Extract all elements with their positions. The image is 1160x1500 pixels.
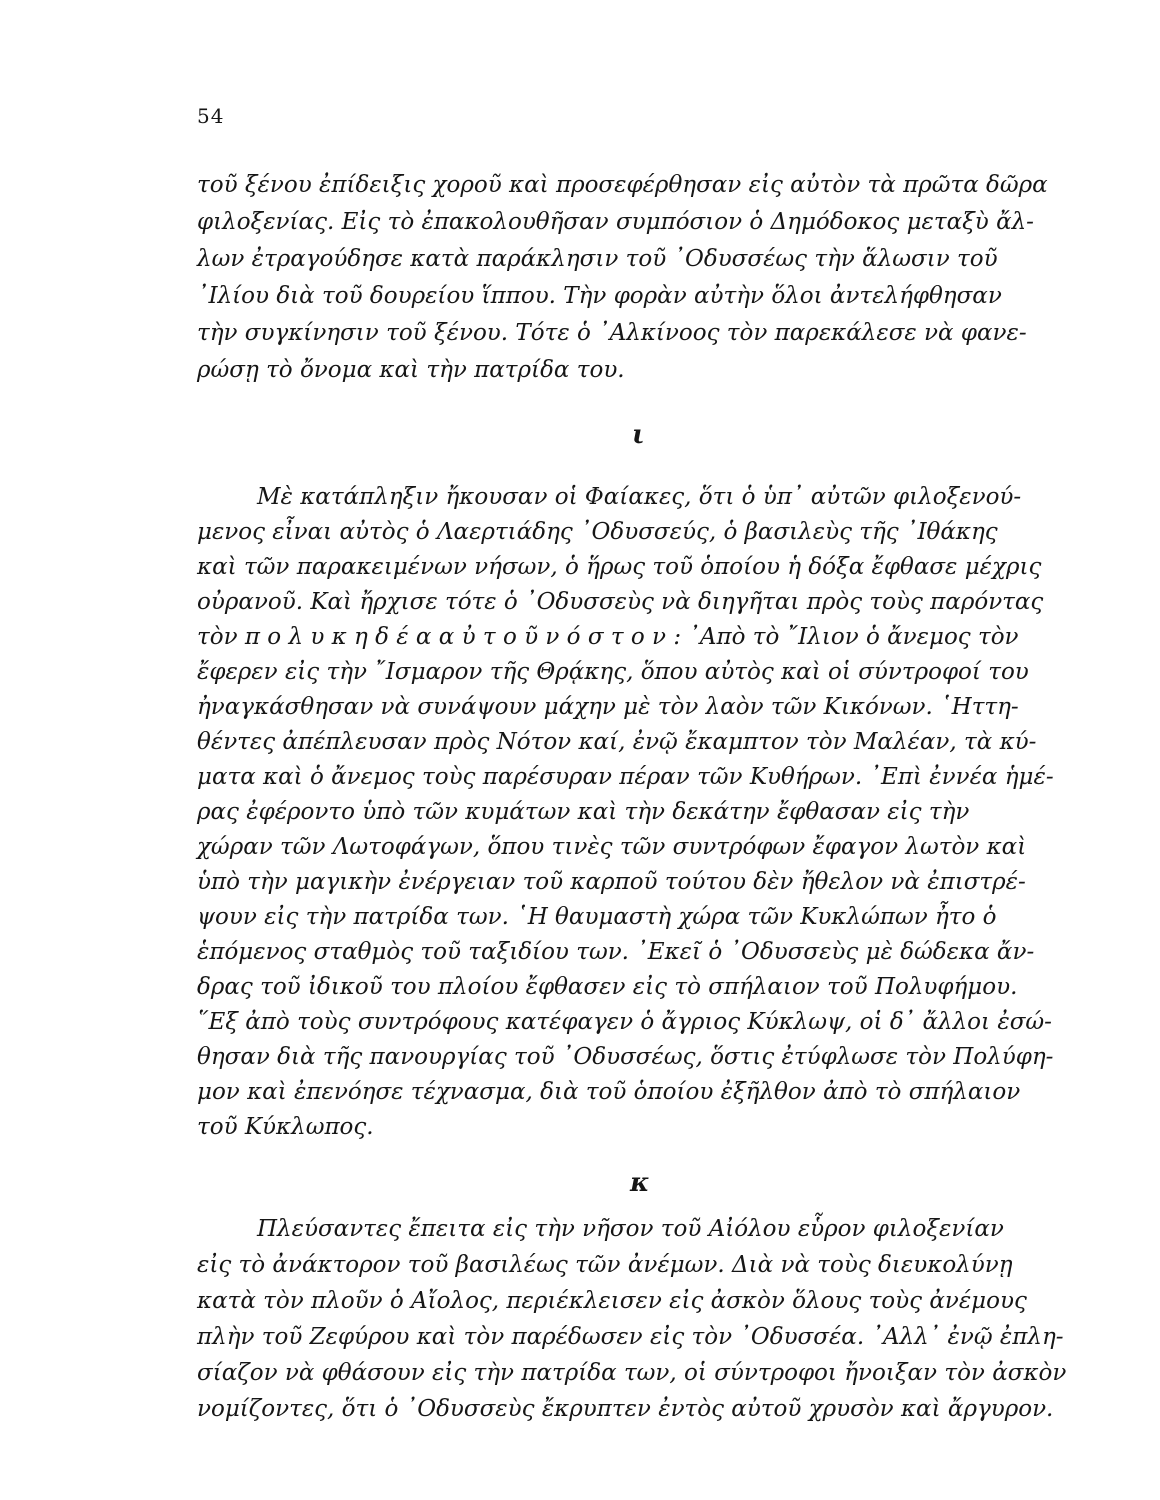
text-line: σίαζον νὰ φθάσουν εἰς τὴν πατρίδα των, οἱ σύντροφοι ἤνοιξαν τὸν ἀσκὸν	[197, 1360, 1067, 1386]
text-line: ρώσῃ τὸ ὄνομα καὶ τὴν πατρίδα του.	[197, 357, 625, 383]
text-line: λων ἐτραγούδησε κατὰ παράκλησιν τοῦ ᾿Οδυσσέως τὴν ἅλωσιν τοῦ	[197, 246, 998, 272]
text-line: νομίζοντες, ὅτι ὁ ᾿Οδυσσεὺς ἔκρυπτεν ἐντὸς αὐτοῦ χρυσὸν καὶ ἄργυρον.	[197, 1396, 1054, 1422]
page-number: 54	[197, 104, 225, 128]
section-heading-iota: ι	[632, 420, 645, 450]
text-line: χώραν τῶν Λωτοφάγων, ὅπου τινὲς τῶν συντρόφων ἔφαγον λωτὸν καὶ	[197, 834, 1027, 860]
text-line: ματα καὶ ὁ ἄνεμος τοὺς παρέσυραν πέραν τῶν Κυθήρων. ᾿Επὶ ἐννέα ἡμέ-	[197, 764, 1054, 790]
text-line: οὐρανοῦ. Καὶ ἤρχισε τότε ὁ ᾿Οδυσσεὺς νὰ διηγῆται πρὸς τοὺς παρόντας	[197, 589, 1044, 615]
text-line: καὶ τῶν παρακειμένων νήσων, ὁ ἥρως τοῦ ὁποίου ἡ δόξα ἔφθασε μέχρις	[197, 554, 1042, 580]
text-line: ρας ἐφέροντο ὑπὸ τῶν κυμάτων καὶ τὴν δεκάτην ἔφθασαν εἰς τὴν	[197, 799, 970, 825]
text-line: ῞Εξ ἀπὸ τοὺς συντρόφους κατέφαγεν ὁ ἄγριος Κύκλωψ, οἱ δ᾿ ἄλλοι ἐσώ-	[197, 1009, 1052, 1035]
text-line: ἠναγκάσθησαν νὰ συνάψουν μάχην μὲ τὸν λαὸν τῶν Κικόνων. ῾Ηττη-	[197, 694, 1019, 720]
text-line: θησαν διὰ τῆς πανουργίας τοῦ ᾿Οδυσσέως, ὅστις ἐτύφλωσε τὸν Πολύφη-	[197, 1044, 1054, 1070]
text-line: Μὲ κατάπληξιν ἤκουσαν οἱ Φαίακες, ὅτι ὁ ὑπ᾿ αὐτῶν φιλοξενού-	[257, 484, 1022, 510]
text-line: δρας τοῦ ἰδικοῦ του πλοίου ἔφθασεν εἰς τὸ σπήλαιον τοῦ Πολυφήμου.	[197, 974, 1018, 1000]
text-line: εἰς τὸ ἀνάκτορον τοῦ βασιλέως τῶν ἀνέμων. Διὰ νὰ τοὺς διευκολύνῃ	[197, 1252, 1013, 1278]
text-line: κατὰ τὸν πλοῦν ὁ Αἴολος, περιέκλεισεν εἰς ἀσκὸν ὅλους τοὺς ἀνέμους	[197, 1288, 1027, 1314]
text-line: ἔφερεν εἰς τὴν ῎Ισμαρον τῆς Θρᾴκης, ὅπου αὐτὸς καὶ οἱ σύντροφοί του	[197, 659, 1029, 685]
text-line: ὑπὸ τὴν μαγικὴν ἐνέργειαν τοῦ καρποῦ τούτου δὲν ἤθελον νὰ ἐπιστρέ-	[197, 869, 1026, 895]
text-line: φιλοξενίας. Εἰς τὸ ἐπακολουθῆσαν συμπόσιον ὁ Δημόδοκος μεταξὺ ἄλ-	[197, 209, 1034, 235]
text-line: τὸν π ο λ υ κ η δ έ α α ὐ τ ο ῦ ν ό σ τ ο ν : ᾿Απὸ τὸ ῎Ιλιον ὁ ἄνεμος τὸν	[197, 624, 1019, 650]
text-line: μον καὶ ἐπενόησε τέχνασμα, διὰ τοῦ ὁποίου ἐξῆλθον ἀπὸ τὸ σπήλαιον	[197, 1079, 1021, 1105]
text-line: ᾿Ιλίου διὰ τοῦ δουρείου ἵππου. Τὴν φορὰν αὐτὴν ὅλοι ἀντελήφθησαν	[197, 283, 1002, 309]
text-line: ἑπόμενος σταθμὸς τοῦ ταξιδίου των. ᾿Εκεῖ ὁ ᾿Οδυσσεὺς μὲ δώδεκα ἄν-	[197, 939, 1035, 965]
text-line: θέντες ἀπέπλευσαν πρὸς Νότον καί, ἐνῷ ἔκαμπτον τὸν Μαλέαν, τὰ κύ-	[197, 729, 1037, 755]
text-line: μενος εἶναι αὐτὸς ὁ Λαερτιάδης ᾿Οδυσσεύς, ὁ βασιλεὺς τῆς ᾿Ιθάκης	[197, 519, 998, 545]
text-line: πλὴν τοῦ Ζεφύρου καὶ τὸν παρέδωσεν εἰς τὸν ᾿Οδυσσέα. ᾿Αλλ᾿ ἐνῷ ἐπλη-	[197, 1324, 1064, 1350]
text-line: τὴν συγκίνησιν τοῦ ξένου. Τότε ὁ ᾿Αλκίνοος τὸν παρεκάλεσε νὰ φανε-	[197, 320, 1027, 346]
text-line: Πλεύσαντες ἔπειτα εἰς τὴν νῆσον τοῦ Αἰόλου εὗρον φιλοξενίαν	[257, 1216, 1004, 1242]
text-line: τοῦ ξένου ἐπίδειξις χοροῦ καὶ προσεφέρθησαν εἰς αὐτὸν τὰ πρῶτα δῶρα	[197, 172, 1048, 198]
section-heading-kappa: κ	[630, 1168, 650, 1198]
text-line: ψουν εἰς τὴν πατρίδα των. ῾Η θαυμαστὴ χώρα τῶν Κυκλώπων ἦτο ὁ	[197, 904, 997, 930]
text-line: τοῦ Κύκλωπος.	[197, 1114, 374, 1140]
